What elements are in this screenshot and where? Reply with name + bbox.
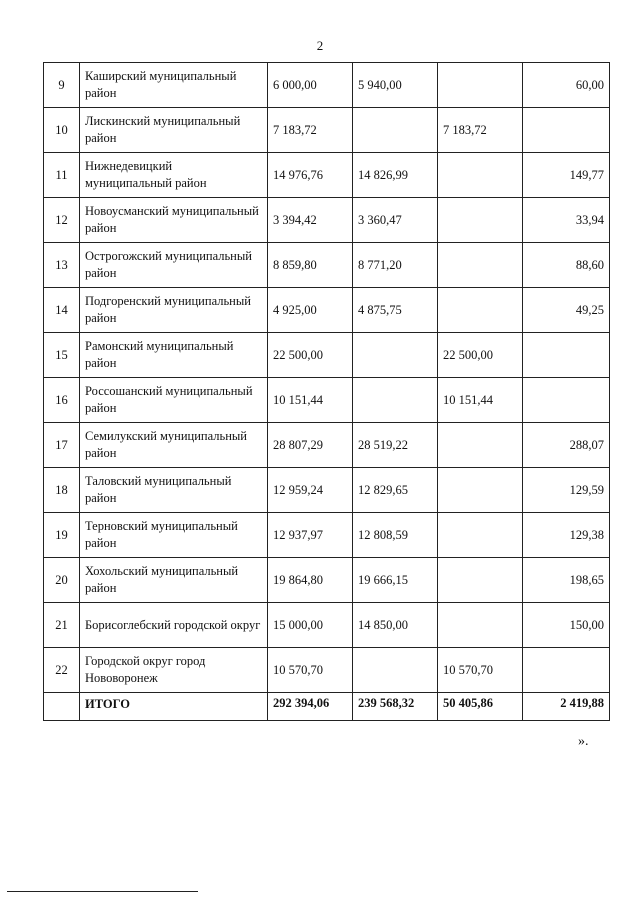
subsidy-amount-cell: 10 570,70: [438, 648, 523, 693]
row-number-cell: 22: [44, 648, 80, 693]
allocation-table: [43, 62, 610, 721]
total-amount-cell: 7 183,72: [268, 108, 353, 153]
row-number-cell: 21: [44, 603, 80, 648]
total-amount-cell: 4 925,00: [268, 288, 353, 333]
regional-amount-cell: 129,38: [523, 513, 610, 558]
page-number: 2: [316, 38, 324, 53]
regional-amount-cell: 60,00: [523, 63, 610, 108]
table-row: [44, 198, 610, 243]
subsidy-amount-cell: 7 183,72: [438, 108, 523, 153]
regional-amount-cell: 288,07: [523, 423, 610, 468]
subsidy-amount-cell: 22 500,00: [438, 333, 523, 378]
federal-amount-cell: 12 829,65: [353, 468, 438, 513]
regional-amount-cell: [523, 648, 610, 693]
subsidy-amount-cell: 10 151,44: [438, 378, 523, 423]
total-amount-cell: 22 500,00: [268, 333, 353, 378]
total-amount-cell: 12 937,97: [268, 513, 353, 558]
table-row: [44, 513, 610, 558]
district-name-cell: Хохольский муниципальный район: [80, 558, 268, 603]
total-amount-cell: 14 976,76: [268, 153, 353, 198]
total-label-cell: ИТОГО: [80, 693, 268, 721]
subsidy-amount-cell: [438, 603, 523, 648]
district-name-cell: Борисоглебский городской округ: [80, 603, 268, 648]
total-amount-cell: 28 807,29: [268, 423, 353, 468]
row-number-cell: 16: [44, 378, 80, 423]
district-name-cell: Нижнедевицкий муниципальный район: [80, 153, 268, 198]
table-row: [44, 423, 610, 468]
regional-amount-cell: 129,59: [523, 468, 610, 513]
subsidy-amount-cell: [438, 558, 523, 603]
district-name-cell: Терновский муниципальный район: [80, 513, 268, 558]
total-amount-cell: 3 394,42: [268, 198, 353, 243]
total-amount-cell: 12 959,24: [268, 468, 353, 513]
regional-amount-cell: [523, 108, 610, 153]
district-name-cell: Подгоренский муниципальный район: [80, 288, 268, 333]
row-number-cell: 13: [44, 243, 80, 288]
total-amount-cell: 8 859,80: [268, 243, 353, 288]
district-name-cell: Таловский муниципальный район: [80, 468, 268, 513]
table-row: [44, 333, 610, 378]
federal-amount-cell: [353, 108, 438, 153]
federal-amount-cell: 3 360,47: [353, 198, 438, 243]
subsidy-amount-cell: [438, 423, 523, 468]
regional-amount-cell: 33,94: [523, 198, 610, 243]
federal-amount-cell: 14 826,99: [353, 153, 438, 198]
total-amount-cell: 6 000,00: [268, 63, 353, 108]
subsidy-amount-cell: [438, 198, 523, 243]
total-regional-cell: 2 419,88: [523, 693, 610, 721]
table-row: [44, 108, 610, 153]
federal-amount-cell: 14 850,00: [353, 603, 438, 648]
total-amount-cell: 15 000,00: [268, 603, 353, 648]
total-subsidy-cell: 50 405,86: [438, 693, 523, 721]
federal-amount-cell: 12 808,59: [353, 513, 438, 558]
district-name-cell: Каширский муниципальный район: [80, 63, 268, 108]
federal-amount-cell: [353, 333, 438, 378]
total-amount-cell: 10 151,44: [268, 378, 353, 423]
table-row: [44, 243, 610, 288]
regional-amount-cell: 149,77: [523, 153, 610, 198]
federal-amount-cell: 5 940,00: [353, 63, 438, 108]
table-body: [44, 63, 610, 721]
total-number-cell: [44, 693, 80, 721]
total-federal-cell: 239 568,32: [353, 693, 438, 721]
total-amount-cell: 19 864,80: [268, 558, 353, 603]
row-number-cell: 10: [44, 108, 80, 153]
regional-amount-cell: [523, 378, 610, 423]
closing-quote: ».: [578, 734, 589, 749]
district-name-cell: Россошанский муниципальный район: [80, 378, 268, 423]
row-number-cell: 11: [44, 153, 80, 198]
row-number-cell: 14: [44, 288, 80, 333]
row-number-cell: 12: [44, 198, 80, 243]
regional-amount-cell: 150,00: [523, 603, 610, 648]
subsidy-amount-cell: [438, 288, 523, 333]
federal-amount-cell: 28 519,22: [353, 423, 438, 468]
row-number-cell: 15: [44, 333, 80, 378]
regional-amount-cell: 88,60: [523, 243, 610, 288]
table-row: [44, 603, 610, 648]
row-number-cell: 18: [44, 468, 80, 513]
federal-amount-cell: [353, 648, 438, 693]
total-amount-cell: 10 570,70: [268, 648, 353, 693]
federal-amount-cell: [353, 378, 438, 423]
federal-amount-cell: 4 875,75: [353, 288, 438, 333]
district-name-cell: Рамонский муниципальный район: [80, 333, 268, 378]
row-number-cell: 9: [44, 63, 80, 108]
table-row: [44, 648, 610, 693]
subsidy-amount-cell: [438, 468, 523, 513]
table-row: [44, 378, 610, 423]
table-row: [44, 63, 610, 108]
row-number-cell: 19: [44, 513, 80, 558]
federal-amount-cell: 19 666,15: [353, 558, 438, 603]
regional-amount-cell: 198,65: [523, 558, 610, 603]
district-name-cell: Острогожский муниципальный район: [80, 243, 268, 288]
regional-amount-cell: [523, 333, 610, 378]
district-name-cell: Семилукский муниципальный район: [80, 423, 268, 468]
table-row: [44, 288, 610, 333]
table-row: [44, 153, 610, 198]
row-number-cell: 17: [44, 423, 80, 468]
district-name-cell: Лискинский муниципальный район: [80, 108, 268, 153]
subsidy-amount-cell: [438, 243, 523, 288]
regional-amount-cell: 49,25: [523, 288, 610, 333]
subsidy-amount-cell: [438, 63, 523, 108]
subsidy-amount-cell: [438, 153, 523, 198]
subsidy-amount-cell: [438, 513, 523, 558]
federal-amount-cell: 8 771,20: [353, 243, 438, 288]
table-row: [44, 558, 610, 603]
district-name-cell: Городской округ город Нововоронеж: [80, 648, 268, 693]
footnote-divider: [7, 891, 198, 892]
district-name-cell: Новоусманский муниципальный район: [80, 198, 268, 243]
total-row: [44, 693, 610, 721]
total-sum-cell: 292 394,06: [268, 693, 353, 721]
row-number-cell: 20: [44, 558, 80, 603]
table-row: [44, 468, 610, 513]
